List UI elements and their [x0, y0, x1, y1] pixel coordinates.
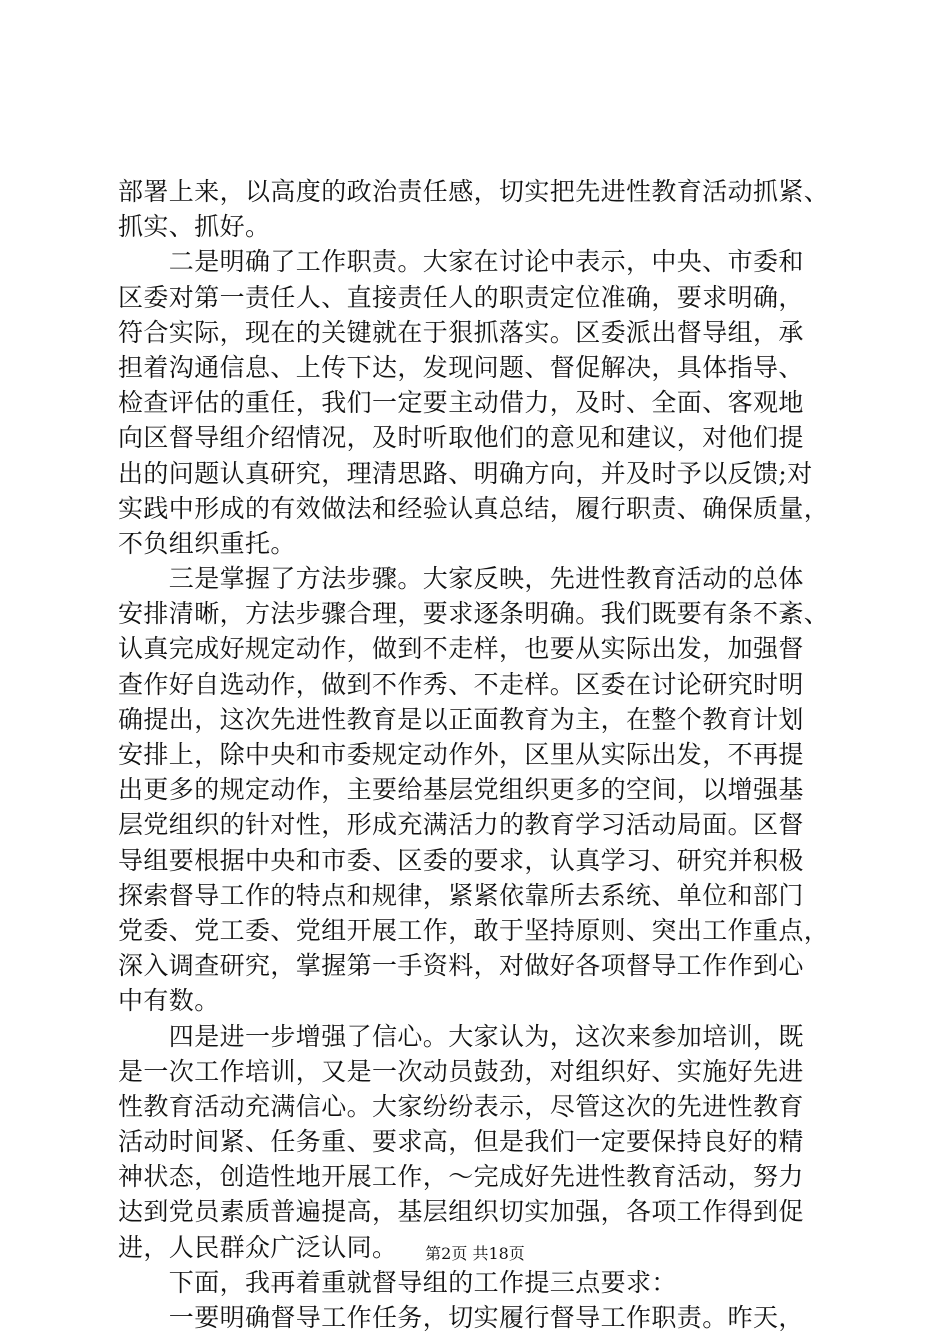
body-text: [118, 174, 832, 1335]
page-footer: 第2页 共18页: [425, 1244, 525, 1263]
text-line: 查作好自选动作，做到不作秀、不走样。区委在讨论研究时明: [118, 669, 804, 699]
text-line: 担着沟通信息、上传下达，发现问题、督促解决，具体指导、: [118, 352, 804, 382]
text-line: 探索督导工作的特点和规律，紧紧依靠所去系统、单位和部门: [118, 880, 804, 910]
text-line: 安排清晰，方法步骤合理，要求逐条明确。我们既要有条不紊、: [118, 599, 830, 629]
text-line: 二是明确了工作职责。大家在讨论中表示，中央、市委和: [118, 247, 804, 277]
text-line: 达到党员素质普遍提高，基层组织切实加强，各项工作得到促: [118, 1197, 804, 1227]
text-line: 区委对第一责任人、直接责任人的职责定位准确，要求明确，: [118, 282, 804, 312]
text-line: 四是进一步增强了信心。大家认为，这次来参加培训，既: [118, 1021, 804, 1051]
text-line: 进，人民群众广泛认同。: [118, 1232, 398, 1262]
text-line: 认真完成好规定动作，做到不走样，也要从实际出发，加强督: [118, 634, 804, 664]
text-line: 下面，我再着重就督导组的工作提三点要求：: [118, 1267, 677, 1297]
text-line: 神状态，创造性地开展工作，～完成好先进性教育活动，努力: [118, 1162, 804, 1192]
text-line: 向区督导组介绍情况，及时听取他们的意见和建议，对他们提: [118, 423, 804, 453]
text-line: 符合实际，现在的关键就在于狠抓落实。区委派出督导组，承: [118, 317, 804, 347]
text-line: 检查评估的重任，我们一定要主动借力，及时、全面、客观地: [118, 388, 804, 418]
text-line: 深入调查研究，掌握第一手资料，对做好各项督导工作作到心: [118, 951, 804, 981]
text-line: 出更多的规定动作，主要给基层党组织更多的空间，以增强基: [118, 775, 804, 805]
text-line: 一要明确督导工作任务，切实履行督导工作职责。昨天，: [118, 1303, 804, 1332]
text-line: 活动时间紧、任务重、要求高，但是我们一定要保持良好的精: [118, 1127, 804, 1157]
text-line: 不负组织重托。: [118, 528, 296, 558]
text-line: 中有数。: [118, 986, 220, 1016]
text-line: 实践中形成的有效做法和经验认真总结，履行职责、确保质量，: [118, 493, 830, 523]
text-line: 出的问题认真研究，理清思路、明确方向，并及时予以反馈;对: [118, 458, 813, 488]
text-line: 层党组织的针对性，形成充满活力的教育学习活动局面。区督: [118, 810, 804, 840]
text-line: 导组要根据中央和市委、区委的要求，认真学习、研究并积极: [118, 845, 804, 875]
text-line: 抓实、抓好。: [118, 212, 271, 242]
text-line: 党委、党工委、党组开展工作，敢于坚持原则、突出工作重点，: [118, 915, 830, 945]
text-line: 性教育活动充满信心。大家纷纷表示，尽管这次的先进性教育: [118, 1091, 804, 1121]
text-line: 部署上来，以高度的政治责任感，切实把先进性教育活动抓紧、: [118, 177, 830, 206]
text-line: 是一次工作培训，又是一次动员鼓劲，对组织好、实施好先进: [118, 1056, 804, 1086]
text-line: 确提出，这次先进性教育是以正面教育为主，在整个教育计划: [118, 704, 804, 734]
text-line: 安排上，除中央和市委规定动作外，区里从实际出发，不再提: [118, 740, 804, 769]
text-line: 三是掌握了方法步骤。大家反映，先进性教育活动的总体: [118, 564, 804, 594]
